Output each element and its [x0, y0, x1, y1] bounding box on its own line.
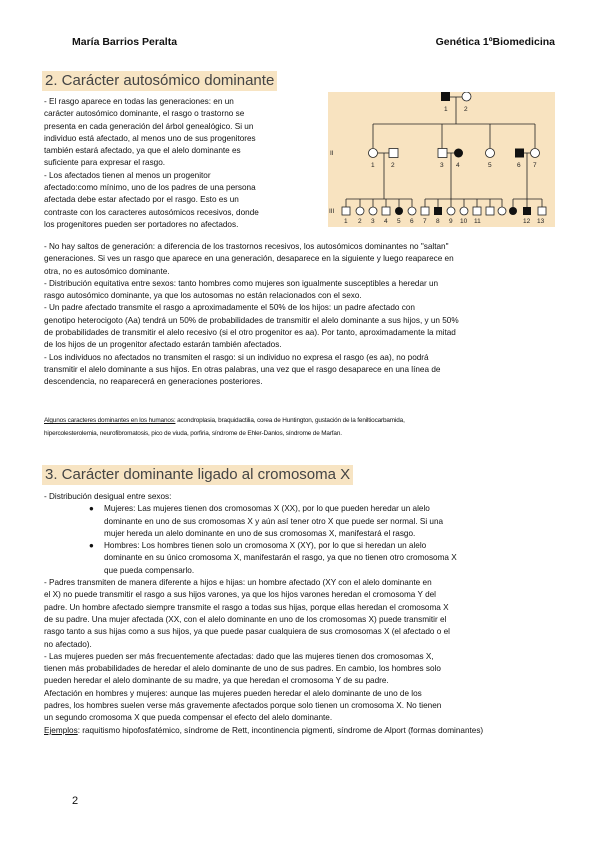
text-line: pueden heredar el alelo dominante de su madre, ya que heredan el cromosoma Y de su padre. — [44, 676, 389, 686]
text-line: - Un padre afectado transmite el rasgo a aproximadamente el 50% de los hijos: un padre afectado con — [44, 303, 415, 313]
section-2-examples — [44, 414, 555, 440]
text-line: otra, no es autosómico dominante. — [44, 266, 170, 276]
pedigree-male-unaffected — [538, 207, 546, 215]
pedigree-female-unaffected — [486, 149, 495, 158]
pedigree-male-affected — [441, 92, 450, 101]
pedigree-number: 6 — [517, 162, 521, 169]
pedigree-number: 12 — [523, 218, 531, 225]
pedigree-chart — [328, 92, 555, 227]
pedigree-number: 2 — [391, 162, 395, 169]
text-line: rasgo autosómico dominante, ya que los autosomas no están relacionados con el sexo. — [44, 291, 362, 301]
pedigree-number: 7 — [423, 218, 427, 225]
pedigree-male-unaffected — [382, 207, 390, 215]
text-line: genotipo heterocigoto (Aa) tendrá un 50% de probabilidades de transmitir el alelo dominante a sus hijos, y un 50% — [44, 315, 459, 325]
pedigree-male-unaffected — [389, 149, 398, 158]
pedigree-number: 11 — [474, 218, 481, 225]
pedigree-number: 1 — [444, 106, 448, 113]
pedigree-gen-label: II — [330, 150, 334, 157]
text-line: afectada debe estar afectado por el rasgo. Esto es un — [44, 195, 239, 205]
bullet-women — [44, 503, 555, 540]
text-line: suficiente para expresar el rasgo. — [44, 158, 166, 168]
section-2-title: 2. Carácter autosómico dominante — [42, 71, 277, 91]
bullet-men — [44, 540, 555, 577]
header-course: Genética 1ºBiomedicina — [435, 36, 555, 48]
pedigree-male-affected — [434, 207, 442, 215]
text-line: - Las mujeres pueden ser más frecuentemente afectadas: dado que las mujeres tienen dos cromosomas X, — [44, 651, 434, 661]
pedigree-female-affected — [454, 149, 463, 158]
text-line: - Los individuos no afectados no transmiten el rasgo: si un individuo no expresa el rasgo (es aa), no podrá — [44, 352, 429, 362]
pedigree-female-affected — [395, 207, 403, 215]
examples-label: Ejemplos — [44, 725, 78, 735]
text-line: - El rasgo aparece en todas las generaciones: en un — [44, 97, 234, 106]
pedigree-female-unaffected — [408, 207, 416, 215]
pedigree-number: 2 — [358, 218, 362, 225]
pedigree-female-unaffected — [498, 207, 506, 215]
section-3-body — [44, 491, 555, 737]
pedigree-number: 1 — [371, 162, 375, 169]
pedigree-male-unaffected — [342, 207, 350, 215]
pedigree-gen-label: III — [329, 208, 335, 215]
text-line: contraste con los caracteres autosómicos recesivos, donde — [44, 207, 259, 217]
text-line: padres, los hombres suelen verse más gravemente afectados porque solo tienen un cromosoma X. No tienen — [44, 701, 442, 711]
pedigree-female-unaffected — [356, 207, 364, 215]
text-line: que pueda compensarlo. — [104, 565, 195, 575]
text-line: tienen más probabilidades de heredar el alelo dominante de uno de sus padres. En cambio, los hombres solo — [44, 664, 441, 674]
pedigree-number: 10 — [460, 218, 468, 225]
pedigree-female-affected — [509, 207, 517, 215]
text-line: no afectado). — [44, 639, 92, 649]
page-number: 2 — [72, 795, 79, 807]
pedigree-number: 1 — [344, 218, 348, 225]
pedigree-female-unaffected — [447, 207, 455, 215]
text-line: Afectación en hombres y mujeres: aunque las mujeres pueden heredar el alelo dominante de uno de los — [44, 688, 422, 698]
pedigree-number: 8 — [436, 218, 440, 225]
pedigree-male-unaffected — [473, 207, 481, 215]
text-line: los progenitores pueden ser portadores no afectados. — [44, 219, 239, 229]
bullet-icon: ● — [89, 541, 94, 551]
section-2-intro — [44, 96, 322, 231]
text-line: de probabilidades de transmitir el alelo recesivo (si el otro progenitor es aa). Por tanto, aproximadamente la mitad — [44, 328, 456, 338]
pedigree-female-unaffected — [369, 149, 378, 158]
pedigree-number: 9 — [449, 218, 453, 225]
bullet-icon: ● — [89, 504, 94, 514]
text-line: - Los afectados tienen al menos un progenitor — [44, 170, 211, 180]
pedigree-female-unaffected — [460, 207, 468, 215]
text-line: carácter autosómico dominante, el rasgo o trastorno se — [44, 109, 245, 119]
pedigree-number: 3 — [440, 162, 444, 169]
text-line: Hombres: Los hombres tienen solo un cromosoma X (XY), por lo que si heredan un alelo — [104, 541, 427, 551]
section-2-body — [44, 241, 555, 389]
text-line: - No hay saltos de generación: a diferencia de los trastornos recesivos, los autosómicos dominantes no "saltan" — [44, 242, 449, 251]
pedigree-number: 7 — [533, 162, 537, 169]
examples-text: acondroplasia, braquidactilia, corea de Huntington, gustación de la feniltiocarbamida, — [175, 417, 405, 424]
text-line: transmitir el alelo dominante a sus hijos. En otras palabras, una vez que el rasgo desaparece en una línea de — [44, 364, 441, 374]
pedigree-number: 4 — [456, 162, 460, 169]
pedigree-number: 3 — [371, 218, 375, 225]
pedigree-female-unaffected — [462, 92, 471, 101]
text-line: un segundo cromosoma X que pueda compensar el efecto del alelo dominante. — [44, 713, 333, 723]
pedigree-male-affected — [523, 207, 531, 215]
text-line: Mujeres: Las mujeres tienen dos cromosomas X (XX), por lo que pueden heredar un alelo — [104, 504, 430, 514]
text-line: de los hijos de un progenitor afectado estarán también afectados. — [44, 340, 282, 350]
section-3-title: 3. Carácter dominante ligado al cromosoma X — [42, 465, 353, 485]
pedigree-male-affected — [515, 149, 524, 158]
text-line: - Distribución equitativa entre sexos: tanto hombres como mujeres son igualmente susceptibles a heredar un — [44, 278, 439, 288]
pedigree-female-unaffected — [531, 149, 540, 158]
text-line: dominante en su único cromosoma X, manifestarán el rasgo, ya que no tienen otro cromosoma X — [104, 553, 457, 563]
text-line: padre. Un hombre afectado siempre transmite el rasgo a todas sus hijas, porque ellas heredan el cromosoma X — [44, 602, 449, 612]
text-line: afectado:como mínimo, uno de los padres de una persona — [44, 183, 256, 193]
section-3-examples — [44, 725, 555, 737]
pedigree-number: 4 — [384, 218, 388, 225]
text-line: generaciones. Si ves un rasgo que aparece en una generación, desaparece en la siguiente y luego reaparece en — [44, 254, 454, 264]
text-line: individuo está afectado, al menos uno de sus progenitores — [44, 133, 256, 143]
examples-text: : raquitismo hipofosfatémico, síndrome de Rett, incontinencia pigmenti, síndrome de Alport (formas dominantes) — [77, 725, 484, 735]
pedigree-male-unaffected — [421, 207, 429, 215]
text-line: de su padre. Una mujer afectada (XX, con el alelo dominante en uno de los cromosomas X) puede transmitir el — [44, 614, 447, 624]
text-line: también estará afectado, ya que el alelo dominante es — [44, 146, 241, 156]
pedigree-male-unaffected — [438, 149, 447, 158]
text-line: - Distribución desigual entre sexos: — [44, 492, 172, 501]
examples-label: Algunos caracteres dominantes en los humanos: — [44, 417, 176, 424]
pedigree-number: 5 — [397, 218, 401, 225]
text-line: mujer hereda un alelo dominante en uno de sus cromosomas X, manifestará el rasgo. — [104, 528, 416, 538]
pedigree-number: 2 — [464, 106, 468, 113]
header-author: María Barrios Peralta — [72, 36, 178, 48]
text-line: el X) no puede transmitir el rasgo a sus hijos varones, ya que los hijos varones heredan el cromosoma Y del — [44, 590, 437, 600]
pedigree-number: 5 — [488, 162, 492, 169]
pedigree-male-unaffected — [486, 207, 494, 215]
pedigree-number: 6 — [410, 218, 414, 225]
examples-text: hipercolesterolemia, neurofibromatosis, pico de viuda, porfiria, síndrome de Ehler-Danlos, síndrome de Marfan. — [44, 430, 342, 437]
text-line: descendencia, no reaparecerá en generaciones posteriores. — [44, 377, 263, 387]
pedigree-number: 13 — [537, 218, 545, 225]
text-line: dominante en uno de sus cromosomas X y aún así tener otro X que puede ser normal. Si una — [104, 516, 444, 526]
text-line: rasgo tanto a sus hijas como a sus hijos, ya que puede pasar cualquiera de sus cromosomas X (el afectado o el — [44, 627, 450, 637]
text-line: - Padres transmiten de manera diferente a hijos e hijas: un hombre afectado (XY con el alelo dominante en — [44, 578, 432, 588]
pedigree-female-unaffected — [369, 207, 377, 215]
text-line: presenta en cada generación del árbol genealógico. Si un — [44, 121, 254, 131]
